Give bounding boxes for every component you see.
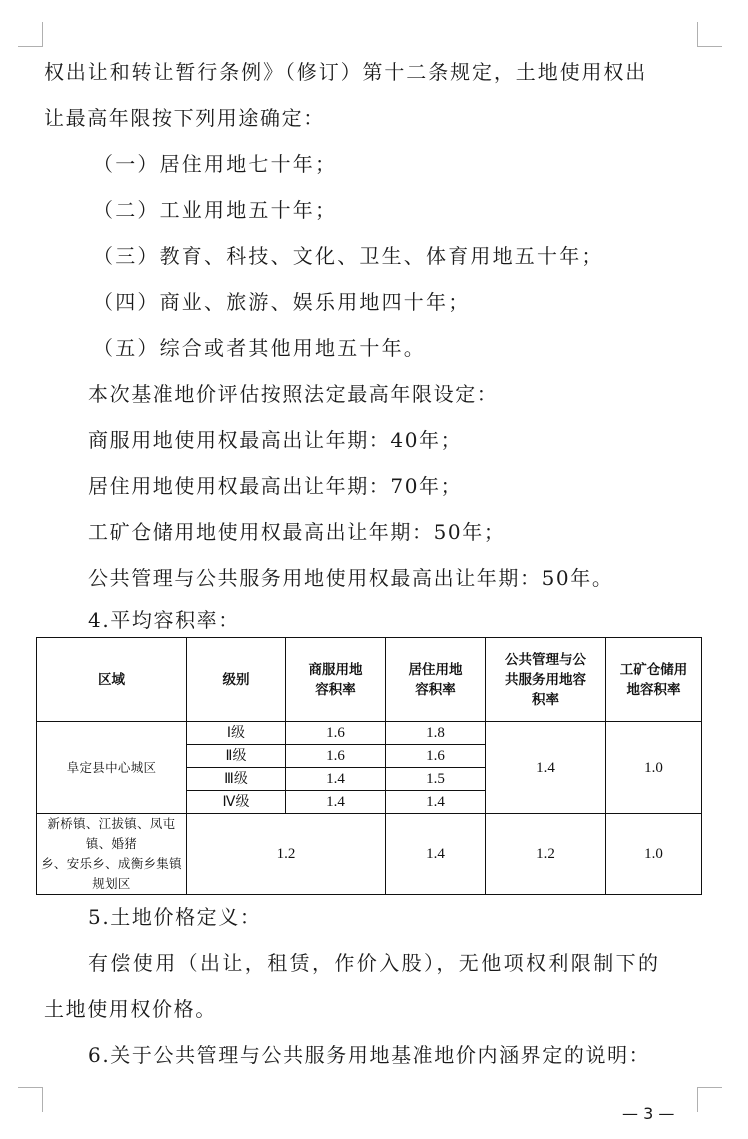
page-number: — 3 — (622, 1104, 675, 1123)
header-industrial: 工矿仓储用 地容积率 (606, 638, 702, 722)
paragraph-line: 让最高年限按下列用途确定： (44, 106, 325, 130)
list-item: （二）工业用地五十年； (93, 198, 338, 222)
table-row (37, 722, 702, 745)
list-item: （三）教育、科技、文化、卫生、体育用地五十年； (93, 244, 604, 268)
area-center-cell: 阜定县中心城区 (37, 722, 187, 814)
commercial-cell: 1.6 (286, 722, 386, 745)
commercial-cell: 1.4 (286, 768, 386, 791)
paragraph-line: 本次基准地价评估按照法定最高年限设定： (88, 382, 499, 406)
header-residential: 居住用地 容积率 (386, 638, 486, 722)
industrial-cell: 1.0 (606, 722, 702, 814)
crop-mark-top-right (697, 22, 722, 47)
section-heading: 5.土地价格定义： (88, 905, 262, 929)
commercial-cell: 1.2 (187, 814, 386, 895)
floor-area-ratio-table (36, 637, 702, 895)
table-header-row (37, 638, 702, 722)
list-item: （一）居住用地七十年； (93, 152, 338, 176)
list-item: （四）商业、旅游、娱乐用地四十年； (93, 290, 471, 314)
commercial-cell: 1.6 (286, 745, 386, 768)
paragraph-line: 商服用地使用权最高出让年期：40年； (88, 428, 463, 452)
residential-cell: 1.6 (386, 745, 486, 768)
section-heading: 6.关于公共管理与公共服务用地基准地价内涵界定的说明： (88, 1043, 651, 1067)
paragraph-line: 公共管理与公共服务用地使用权最高出让年期：50年。 (88, 566, 614, 590)
header-area: 区域 (37, 638, 187, 722)
public-cell: 1.2 (486, 814, 606, 895)
grade-cell: Ⅱ级 (187, 745, 286, 768)
paragraph-line: 有偿使用（出让，租赁，作价入股），无他项权利限制下的 (88, 951, 661, 975)
table-row (37, 814, 702, 895)
area-towns-cell: 新桥镇、江拔镇、凤屯镇、婚猪 乡、安乐乡、成衡乡集镇规划区 (37, 814, 187, 895)
commercial-cell: 1.4 (286, 791, 386, 814)
crop-mark-top-left (18, 22, 43, 47)
industrial-cell: 1.0 (606, 814, 702, 895)
grade-cell: Ⅰ级 (187, 722, 286, 745)
paragraph-line: 工矿仓储用地使用权最高出让年期：50年； (88, 520, 506, 544)
grade-cell: Ⅳ级 (187, 791, 286, 814)
residential-cell: 1.4 (386, 791, 486, 814)
paragraph-line: 权出让和转让暂行条例》（修订）第十二条规定，土地使用权出 (44, 60, 648, 84)
residential-cell: 1.5 (386, 768, 486, 791)
residential-cell: 1.4 (386, 814, 486, 895)
header-grade: 级别 (187, 638, 286, 722)
crop-mark-bottom-left (18, 1087, 43, 1112)
residential-cell: 1.8 (386, 722, 486, 745)
crop-mark-bottom-right (697, 1087, 722, 1112)
public-cell: 1.4 (486, 722, 606, 814)
grade-cell: Ⅲ级 (187, 768, 286, 791)
paragraph-line: 土地使用权价格。 (44, 997, 217, 1021)
header-commercial: 商服用地 容积率 (286, 638, 386, 722)
header-public: 公共管理与公 共服务用地容 积率 (486, 638, 606, 722)
paragraph-line: 居住用地使用权最高出让年期：70年； (88, 474, 463, 498)
section-heading: 4.平均容积率： (88, 608, 240, 632)
list-item: （五）综合或者其他用地五十年。 (93, 336, 426, 360)
